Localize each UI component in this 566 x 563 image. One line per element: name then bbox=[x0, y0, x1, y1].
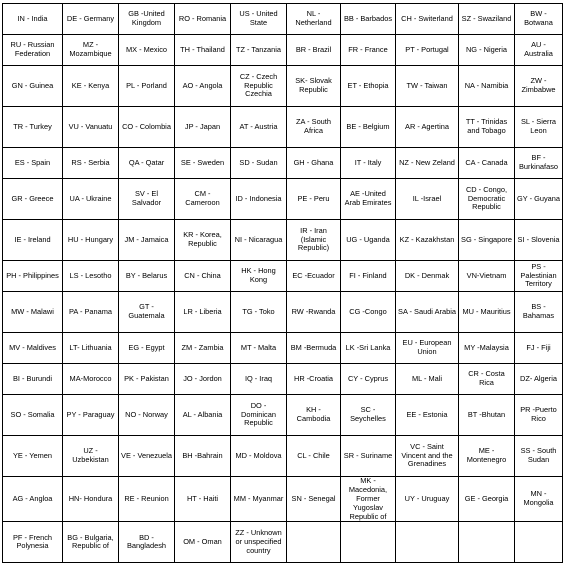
table-cell: AR - Agertina bbox=[396, 107, 459, 148]
table-cell: SG - Singapore bbox=[459, 220, 515, 261]
table-cell bbox=[459, 522, 515, 563]
table-cell: SI - Slovenia bbox=[515, 220, 563, 261]
table-cell: ZW - Zimbabwe bbox=[515, 66, 563, 107]
table-cell: BF - Burkinafaso bbox=[515, 148, 563, 179]
table-row bbox=[3, 220, 563, 261]
table-cell: BR - Brazil bbox=[287, 35, 341, 66]
table-cell: ZZ - Unknown or unspecified country bbox=[231, 522, 287, 563]
table-cell: MD - Moldova bbox=[231, 436, 287, 477]
table-cell: HK - Hong Kong bbox=[231, 261, 287, 292]
table-cell: SK- Slovak Republic bbox=[287, 66, 341, 107]
table-cell: BB - Barbados bbox=[341, 4, 396, 35]
table-cell: EC -Ecuador bbox=[287, 261, 341, 292]
table-cell bbox=[396, 522, 459, 563]
table-cell: VC - Saint Vincent and the Grenadines bbox=[396, 436, 459, 477]
table-cell: SL - Sierra Leon bbox=[515, 107, 563, 148]
table-cell: PK - Pakistan bbox=[119, 364, 175, 395]
table-cell: MV - Maldives bbox=[3, 333, 63, 364]
table-cell: SN - Senegal bbox=[287, 477, 341, 522]
table-cell: BY - Belarus bbox=[119, 261, 175, 292]
table-cell: CR - Costa Rica bbox=[459, 364, 515, 395]
table-row bbox=[3, 364, 563, 395]
table-cell: ZM - Zambia bbox=[175, 333, 231, 364]
table-cell: AE -United Arab Emirates bbox=[341, 179, 396, 220]
table-cell: MN - Mongolia bbox=[515, 477, 563, 522]
table-cell: CG -Congo bbox=[341, 292, 396, 333]
table-cell: UY - Uruguay bbox=[396, 477, 459, 522]
table-cell: RE - Reunion bbox=[119, 477, 175, 522]
table-cell: GY - Guyana bbox=[515, 179, 563, 220]
table-cell: MT - Malta bbox=[231, 333, 287, 364]
table-cell: TW - Taiwan bbox=[396, 66, 459, 107]
table-cell: TR - Turkey bbox=[3, 107, 63, 148]
table-cell: FI - Finland bbox=[341, 261, 396, 292]
table-cell: PH - Philippines bbox=[3, 261, 63, 292]
table-cell: DO - Dominican Republic bbox=[231, 395, 287, 436]
table-cell: PA - Panama bbox=[63, 292, 119, 333]
table-cell: ZA - South Africa bbox=[287, 107, 341, 148]
table-cell: LT- Lithuania bbox=[63, 333, 119, 364]
table-cell: ES - Spain bbox=[3, 148, 63, 179]
table-cell: NG - Nigeria bbox=[459, 35, 515, 66]
table-row bbox=[3, 333, 563, 364]
table-cell: KH - Cambodia bbox=[287, 395, 341, 436]
table-cell: AL - Albania bbox=[175, 395, 231, 436]
table-cell: RS - Serbia bbox=[63, 148, 119, 179]
table-cell: EG - Egypt bbox=[119, 333, 175, 364]
table-cell: MZ - Mozambique bbox=[63, 35, 119, 66]
table-cell bbox=[341, 522, 396, 563]
table-cell: IE - Ireland bbox=[3, 220, 63, 261]
table-cell: NL - Netherland bbox=[287, 4, 341, 35]
table-cell: MY -Malaysia bbox=[459, 333, 515, 364]
table-cell: ML - Mali bbox=[396, 364, 459, 395]
table-row bbox=[3, 66, 563, 107]
table-cell: NI - Nicaragua bbox=[231, 220, 287, 261]
table-cell: VE - Venezuela bbox=[119, 436, 175, 477]
table-cell bbox=[515, 522, 563, 563]
table-cell: BE - Belgium bbox=[341, 107, 396, 148]
table-cell: UG - Uganda bbox=[341, 220, 396, 261]
table-cell: FR - France bbox=[341, 35, 396, 66]
table-row bbox=[3, 107, 563, 148]
table-cell: CA - Canada bbox=[459, 148, 515, 179]
table-cell: JO - Jordon bbox=[175, 364, 231, 395]
table-row bbox=[3, 4, 563, 35]
table-cell: GR - Greece bbox=[3, 179, 63, 220]
table-cell: GB -United Kingdom bbox=[119, 4, 175, 35]
table-cell: SC - Seychelles bbox=[341, 395, 396, 436]
table-row bbox=[3, 148, 563, 179]
table-cell: SS - South Sudan bbox=[515, 436, 563, 477]
table-cell: IL -Israel bbox=[396, 179, 459, 220]
table-cell: AT - Austria bbox=[231, 107, 287, 148]
table-cell: PR -Puerto Rico bbox=[515, 395, 563, 436]
table-cell: IR - Iran (Islamic Republic) bbox=[287, 220, 341, 261]
table-cell bbox=[287, 522, 341, 563]
table-cell: CN - China bbox=[175, 261, 231, 292]
table-cell: NA - Namibia bbox=[459, 66, 515, 107]
table-cell: CZ - Czech Republic Czechia bbox=[231, 66, 287, 107]
table-cell: CL - Chile bbox=[287, 436, 341, 477]
table-cell: MX - Mexico bbox=[119, 35, 175, 66]
table-row bbox=[3, 522, 563, 563]
table-cell: PS - Palestinian Territory bbox=[515, 261, 563, 292]
table-cell: NO - Norway bbox=[119, 395, 175, 436]
table-cell: GH - Ghana bbox=[287, 148, 341, 179]
table-row bbox=[3, 292, 563, 333]
table-cell: LR - Liberia bbox=[175, 292, 231, 333]
table-cell: CY - Cyprus bbox=[341, 364, 396, 395]
table-cell: CH - Switerland bbox=[396, 4, 459, 35]
table-cell: MU - Mauritius bbox=[459, 292, 515, 333]
table-cell: HN- Hondura bbox=[63, 477, 119, 522]
table-cell: SD - Sudan bbox=[231, 148, 287, 179]
table-cell: SR - Suriname bbox=[341, 436, 396, 477]
table-cell: TH - Thailand bbox=[175, 35, 231, 66]
table-cell: AG - Angloa bbox=[3, 477, 63, 522]
country-code-table bbox=[2, 3, 563, 563]
table-cell: KR - Korea, Republic bbox=[175, 220, 231, 261]
table-cell: KZ - Kazakhstan bbox=[396, 220, 459, 261]
table-cell: IT - Italy bbox=[341, 148, 396, 179]
table-cell: HU - Hungary bbox=[63, 220, 119, 261]
table-cell: US - United State bbox=[231, 4, 287, 35]
table-cell: BH -Bahrain bbox=[175, 436, 231, 477]
table-cell: DE - Germany bbox=[63, 4, 119, 35]
table-cell: IQ - Iraq bbox=[231, 364, 287, 395]
table-cell: TT - Trinidas and Tobago bbox=[459, 107, 515, 148]
table-row bbox=[3, 436, 563, 477]
table-cell: CD - Congo, Democratic Republic bbox=[459, 179, 515, 220]
table-cell: AO - Angola bbox=[175, 66, 231, 107]
table-row bbox=[3, 395, 563, 436]
table-cell: UA - Ukraine bbox=[63, 179, 119, 220]
table-row bbox=[3, 35, 563, 66]
table-cell: ET - Ethopia bbox=[341, 66, 396, 107]
table-cell: BM -Bermuda bbox=[287, 333, 341, 364]
table-cell: RU - Russian Federation bbox=[3, 35, 63, 66]
table-cell: EU - European Union bbox=[396, 333, 459, 364]
table-cell: LS - Lesotho bbox=[63, 261, 119, 292]
table-cell: PT - Portugal bbox=[396, 35, 459, 66]
table-cell: MA-Morocco bbox=[63, 364, 119, 395]
table-row bbox=[3, 261, 563, 292]
table-cell: TG - Toko bbox=[231, 292, 287, 333]
table-cell: OM - Oman bbox=[175, 522, 231, 563]
table-cell: BT -Bhutan bbox=[459, 395, 515, 436]
table-cell: MW - Malawi bbox=[3, 292, 63, 333]
table-cell: HR -Croatia bbox=[287, 364, 341, 395]
table-cell: PF - French Polynesia bbox=[3, 522, 63, 563]
table-cell: SV - El Salvador bbox=[119, 179, 175, 220]
table-cell: GT - Guatemala bbox=[119, 292, 175, 333]
table-cell: BS -Bahamas bbox=[515, 292, 563, 333]
table-cell: LK -Sri Lanka bbox=[341, 333, 396, 364]
table-cell: NZ - New Zeland bbox=[396, 148, 459, 179]
table-cell: BW - Botwana bbox=[515, 4, 563, 35]
table-cell: MK - Macedonia, Former Yugoslav Republic of bbox=[341, 477, 396, 522]
table-cell: SA - Saudi Arabia bbox=[396, 292, 459, 333]
table-cell: DZ- Algeria bbox=[515, 364, 563, 395]
table-cell: SO - Somalia bbox=[3, 395, 63, 436]
table-cell: BG - Bulgaria, Republic of bbox=[63, 522, 119, 563]
table-cell: PY - Paraguay bbox=[63, 395, 119, 436]
table-cell: JP - Japan bbox=[175, 107, 231, 148]
table-cell: UZ - Uzbekistan bbox=[63, 436, 119, 477]
table-cell: HT - Haiti bbox=[175, 477, 231, 522]
table-cell: CO - Colombia bbox=[119, 107, 175, 148]
table-cell: CM - Cameroon bbox=[175, 179, 231, 220]
table-row bbox=[3, 477, 563, 522]
table-cell: RO - Romania bbox=[175, 4, 231, 35]
table-cell: KE - Kenya bbox=[63, 66, 119, 107]
table-cell: AU - Australia bbox=[515, 35, 563, 66]
table-cell: VN-Vietnam bbox=[459, 261, 515, 292]
table-cell: YE - Yemen bbox=[3, 436, 63, 477]
table-cell: VU - Vanuatu bbox=[63, 107, 119, 148]
table-cell: GE - Georgia bbox=[459, 477, 515, 522]
table-cell: FJ - Fiji bbox=[515, 333, 563, 364]
table-cell: SE - Sweden bbox=[175, 148, 231, 179]
table-cell: MM - Myanmar bbox=[231, 477, 287, 522]
table-cell: ID - Indonesia bbox=[231, 179, 287, 220]
table-cell: PE - Peru bbox=[287, 179, 341, 220]
table-cell: BI - Burundi bbox=[3, 364, 63, 395]
table-row bbox=[3, 179, 563, 220]
table-cell: IN - India bbox=[3, 4, 63, 35]
table-body bbox=[3, 4, 563, 563]
table-cell: RW -Rwanda bbox=[287, 292, 341, 333]
table-cell: JM - Jamaica bbox=[119, 220, 175, 261]
table-cell: TZ - Tanzania bbox=[231, 35, 287, 66]
table-cell: ME - Montenegro bbox=[459, 436, 515, 477]
table-cell: EE - Estonia bbox=[396, 395, 459, 436]
table-cell: DK - Denmak bbox=[396, 261, 459, 292]
table-cell: PL - Porland bbox=[119, 66, 175, 107]
table-cell: QA - Qatar bbox=[119, 148, 175, 179]
table-cell: BD - Bangladesh bbox=[119, 522, 175, 563]
table-cell: GN - Guinea bbox=[3, 66, 63, 107]
table-cell: SZ - Swaziland bbox=[459, 4, 515, 35]
